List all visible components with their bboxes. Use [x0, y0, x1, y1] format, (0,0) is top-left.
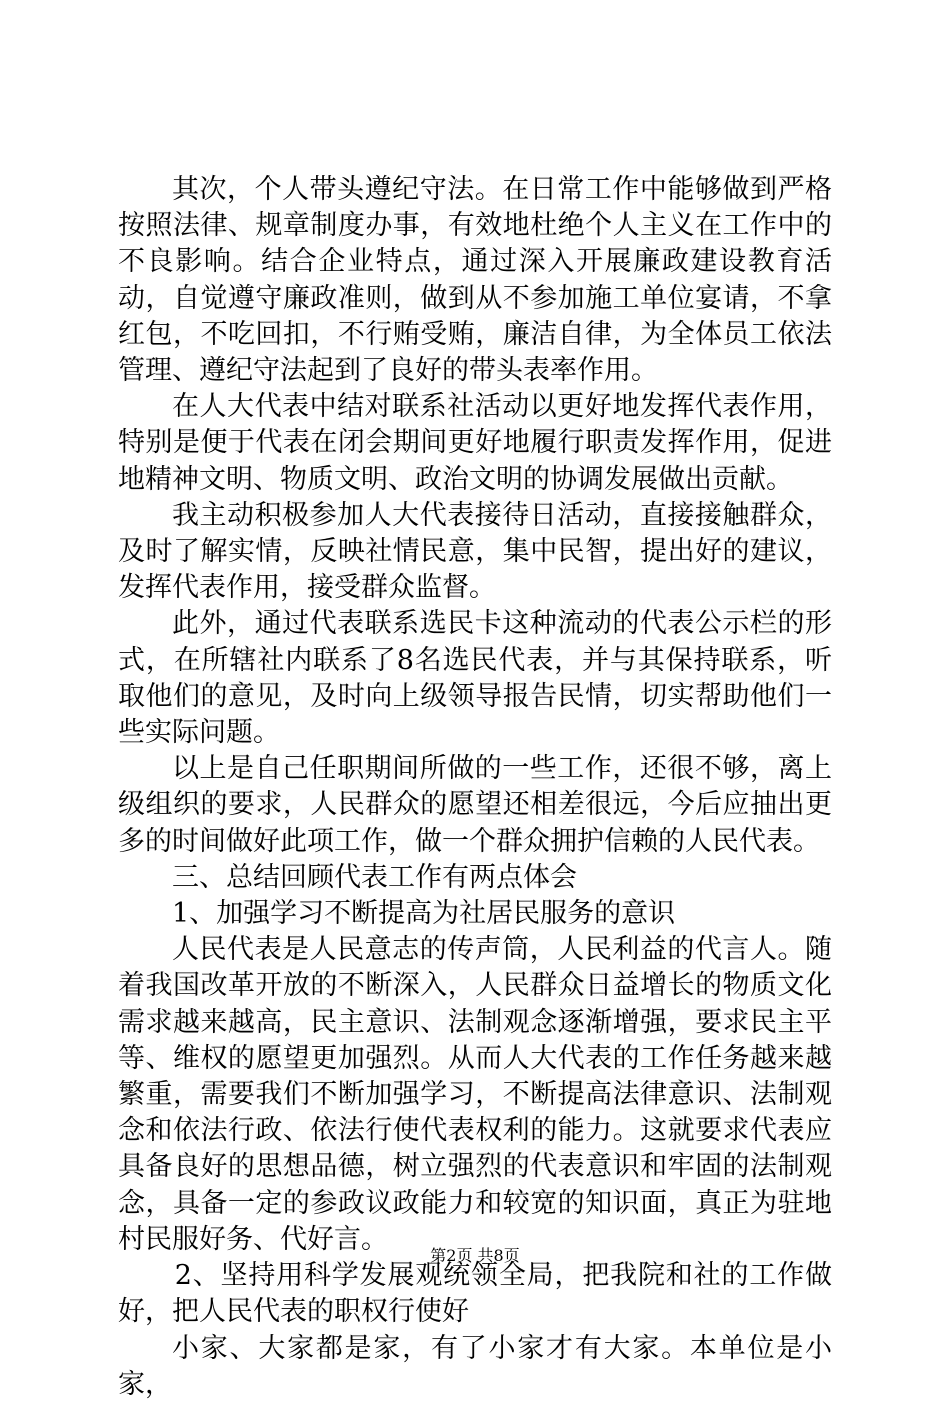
page-number-footer: 第2页 共8页 — [430, 1246, 520, 1265]
document-body — [118, 172, 832, 1403]
paragraph-liaison-activity: 在人大代表中结对联系社活动以更好地发挥代表作用，特别是便于代表在闭会期间更好地履行职责发挥作用，促进地精神文明、物质文明、政治文明的协调发展做出贡献。 — [118, 391, 832, 495]
section-heading: 三、总结回顾代表工作有两点体会 — [172, 861, 577, 893]
paragraph-home: 小家、大家都是家，有了小家才有大家。本单位是小家， — [118, 1332, 832, 1400]
subheading-1: 1、加强学习不断提高为社居民服务的意识 — [172, 898, 676, 930]
paragraph-voter-card: 此外，通过代表联系选民卡这种流动的代表公示栏的形式，在所辖社内联系了8名选民代表，并与其保持联系，听取他们的意见，及时向上级领导报告民情，切实帮助他们一些实际问题。 — [118, 608, 832, 749]
paragraph-people-representative: 人民代表是人民意志的传声筒，人民利益的代言人。随着我国改革开放的不断深入，人民群众日益增长的物质文化需求越来越高，民主意识、法制观念逐渐增强，要求民主平等、维权的愿望更加强烈。从而人大代表的工作任务越来越繁重，需要我们不断加强学习，不断提高法律意识、法制观念和依法行政、依法行使代表权利的能力。这就要求代表应具备良好的思想品德，树立强烈的代表意识和牢固的法制观念，具备一定的参政议政能力和较宽的知识面，真正为驻地村民服好务、代好言。 — [118, 934, 832, 1255]
paragraph-self-discipline: 其次，个人带头遵纪守法。在日常工作中能够做到严格按照法律、规章制度办事，有效地杜绝个人主义在工作中的不良影响。结合企业特点，通过深入开展廉政建设教育活动，自觉遵守廉政准则，做到从不参加施工单位宴请，不拿红包，不吃回扣，不行贿受贿，廉洁自律，为全体员工依法管理、遵纪守法起到了良好的带头表率作用。 — [118, 174, 832, 387]
paragraph-reception-day: 我主动积极参加人大代表接待日活动，直接接触群众，及时了解实情，反映社情民意，集中民智，提出好的建议，发挥代表作用，接受群众监督。 — [118, 499, 832, 604]
subheading-2: 2、坚持用科学发展观统领全局，把我院和社的工作做好，把人民代表的职权行使好 — [118, 1260, 832, 1328]
paragraph-summary: 以上是自己任职期间所做的一些工作，还很不够，离上级组织的要求，人民群众的愿望还相差很远，今后应抽出更多的时间做好此项工作，做一个群众拥护信赖的人民代表。 — [118, 753, 832, 857]
